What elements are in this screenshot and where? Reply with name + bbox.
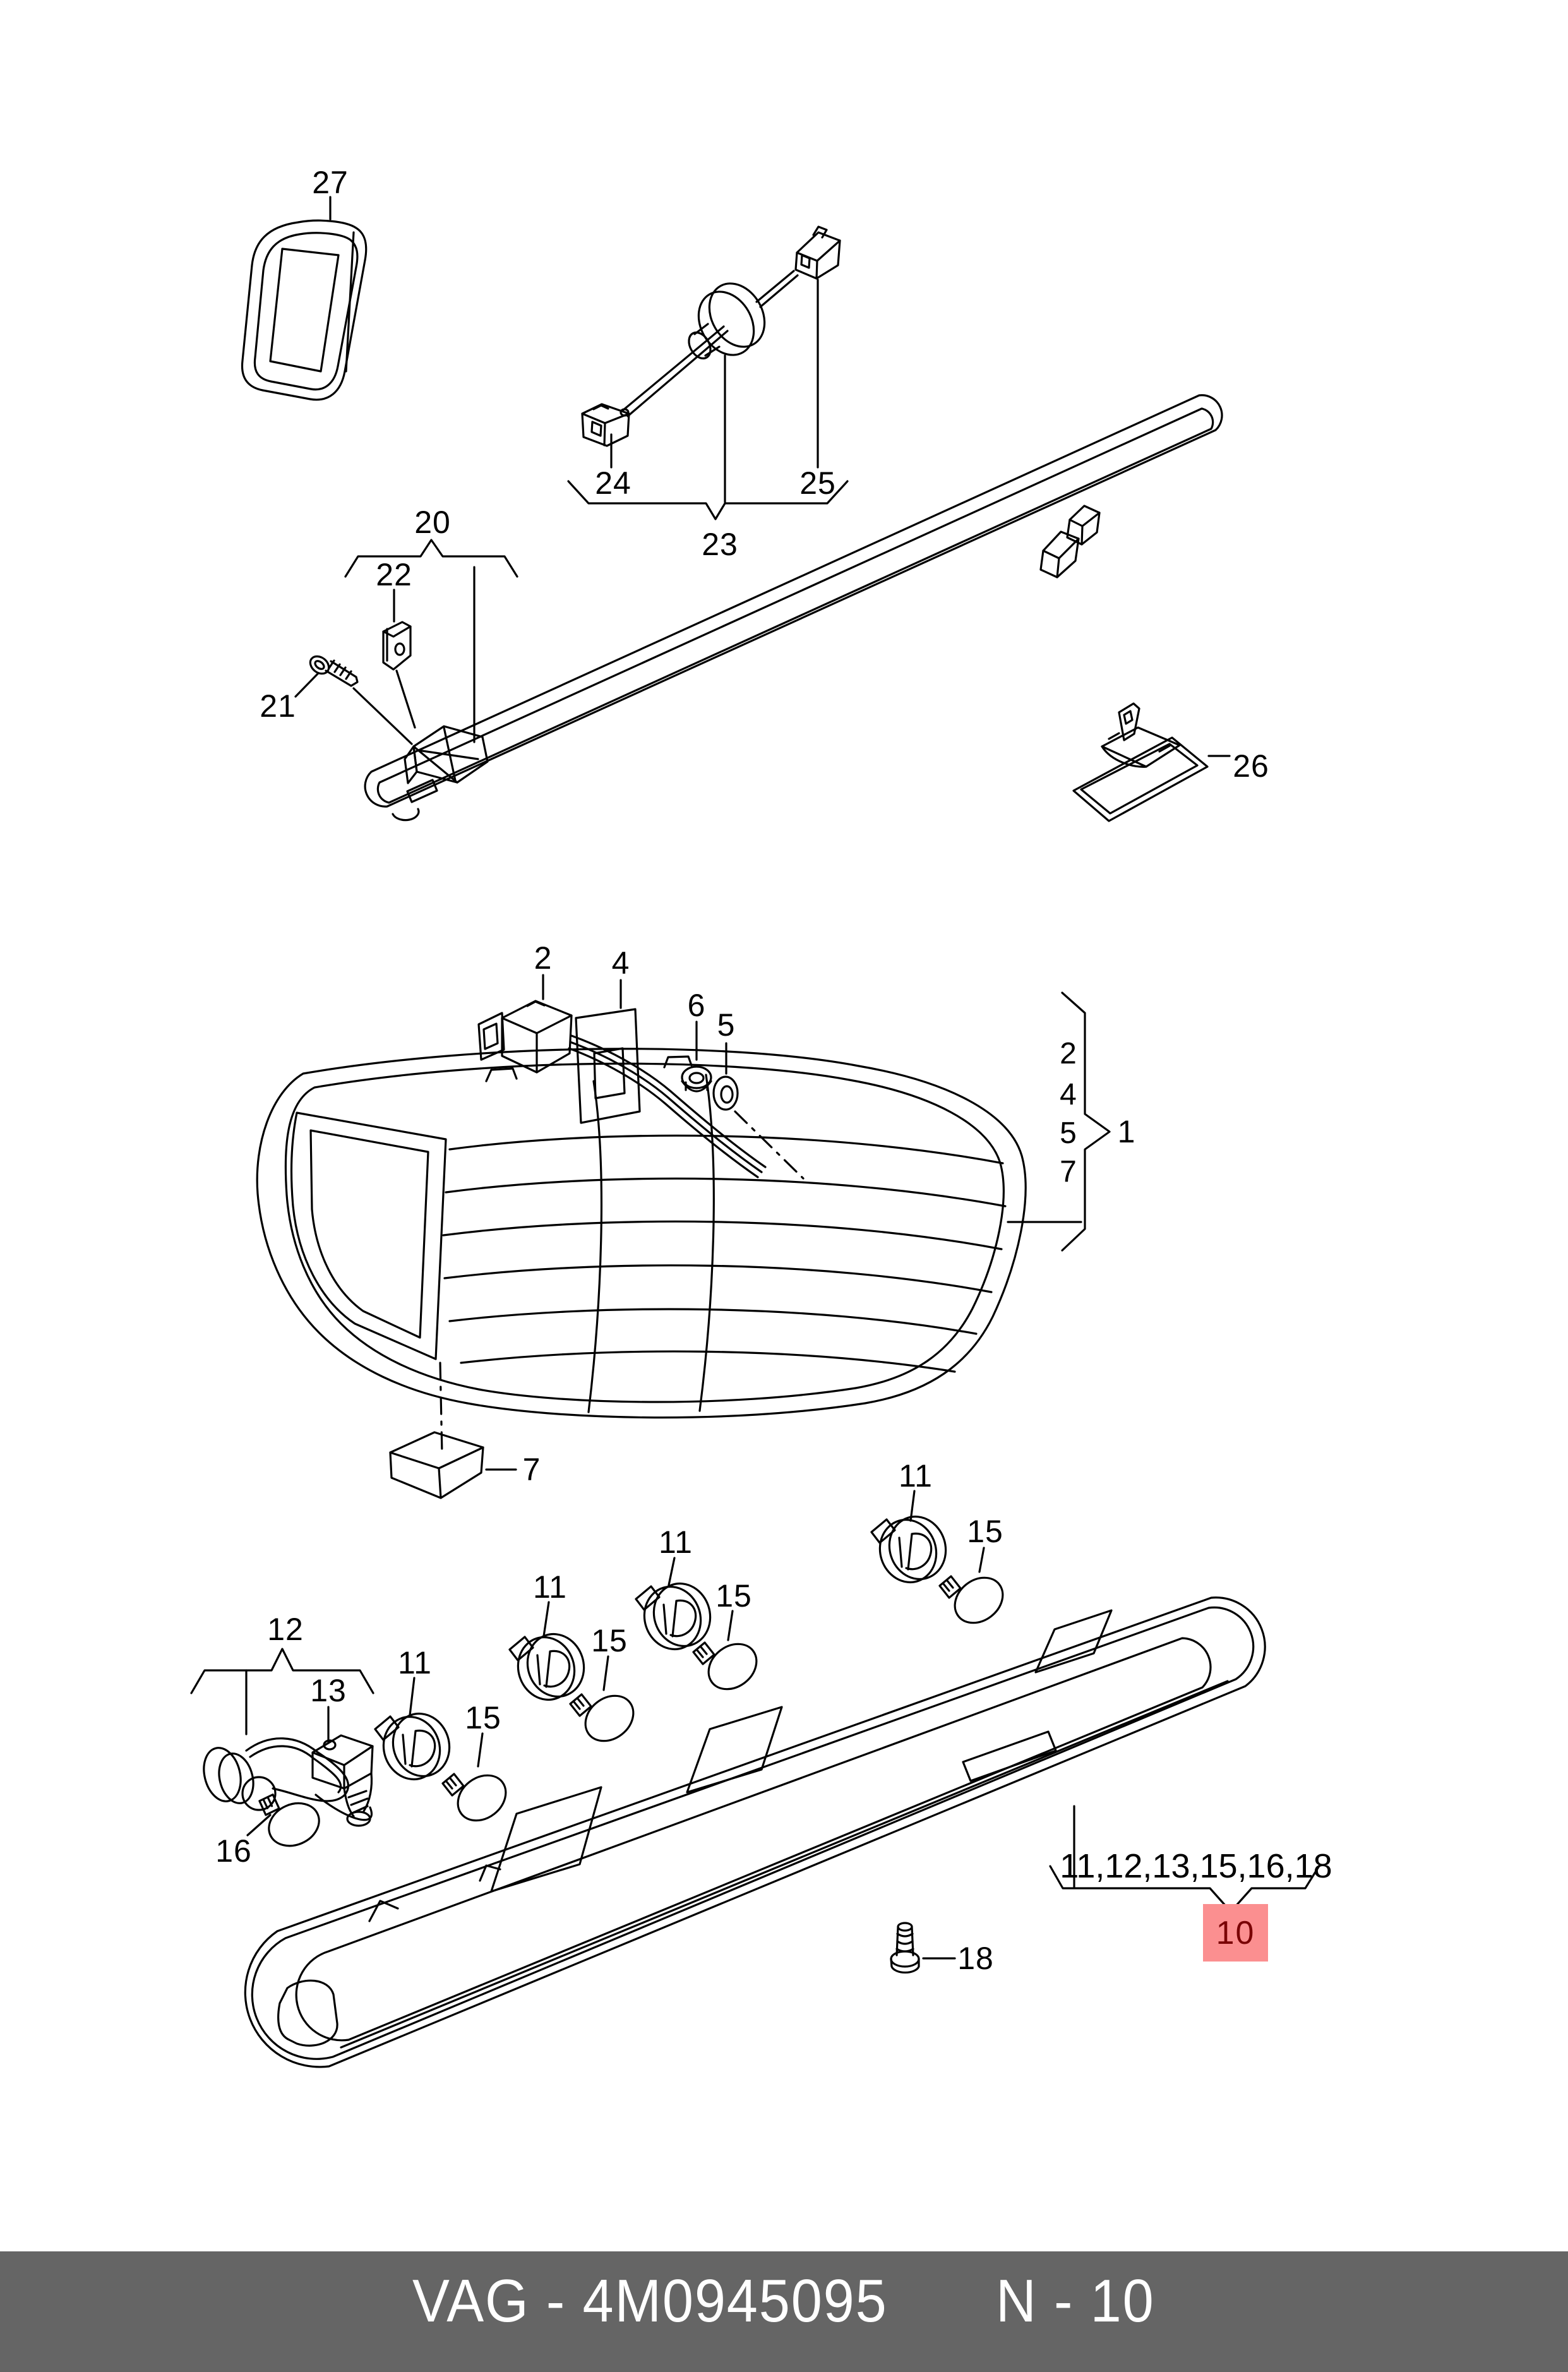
callout-11-a[interactable]: 11 [398, 1645, 432, 1680]
callout-24[interactable]: 24 [595, 465, 631, 501]
callout-15-b[interactable]: 15 [591, 1623, 628, 1658]
footer-part-code: VAG - 4M0945095 [412, 2267, 888, 2335]
callout-11-b[interactable]: 11 [533, 1569, 567, 1605]
footer-bar [0, 2251, 1568, 2372]
callout-15-a[interactable]: 15 [465, 1700, 501, 1735]
callout-6[interactable]: 6 [687, 988, 706, 1023]
callout-27[interactable]: 27 [312, 165, 349, 200]
callout-18[interactable]: 18 [957, 1941, 994, 1976]
callout-20[interactable]: 20 [414, 505, 451, 540]
callout-22[interactable]: 22 [376, 557, 412, 592]
callout-23[interactable]: 23 [702, 527, 738, 562]
part-26-license-light-drawing [1074, 704, 1230, 821]
callout-16[interactable]: 16 [215, 1833, 252, 1869]
callout-1[interactable]: 1 [1117, 1114, 1136, 1149]
callout-col-4[interactable]: 4 [1060, 1078, 1077, 1111]
callout-25[interactable]: 25 [799, 465, 836, 501]
callout-26[interactable]: 26 [1233, 748, 1269, 784]
callout-12[interactable]: 12 [267, 1612, 304, 1647]
part-20-brake-light-drawing [296, 395, 1222, 820]
highlighted-part-10-label: 10 [1216, 1914, 1255, 1951]
callout-13[interactable]: 13 [310, 1673, 347, 1708]
callout-col-2[interactable]: 2 [1060, 1037, 1077, 1070]
part-18-screw-drawing [891, 1923, 955, 1972]
part-27-trim-drawing [242, 197, 366, 400]
callout-7[interactable]: 7 [522, 1452, 541, 1487]
footer-page-ref: N - 10 [996, 2267, 1155, 2335]
highlighted-part-10[interactable] [1203, 1904, 1268, 1962]
callout-col-5[interactable]: 5 [1060, 1117, 1077, 1150]
callout-21[interactable]: 21 [260, 688, 296, 724]
callout-2[interactable]: 2 [534, 940, 553, 976]
callout-15-c[interactable]: 15 [715, 1578, 752, 1614]
callout-11-c[interactable]: 11 [659, 1524, 693, 1560]
callout-15-d[interactable]: 15 [967, 1514, 1003, 1549]
callout-5[interactable]: 5 [717, 1007, 736, 1043]
callout-col-7[interactable]: 7 [1060, 1155, 1077, 1189]
part-1-tail-light-drawing [257, 975, 1110, 1498]
bulb-holder-and-bulb-drawings [375, 1491, 1012, 1830]
callout-4[interactable]: 4 [611, 945, 630, 981]
callout-11-d[interactable]: 11 [899, 1458, 933, 1494]
callout-group-list[interactable]: 11,12,13,15,16,18 [1060, 1847, 1332, 1885]
